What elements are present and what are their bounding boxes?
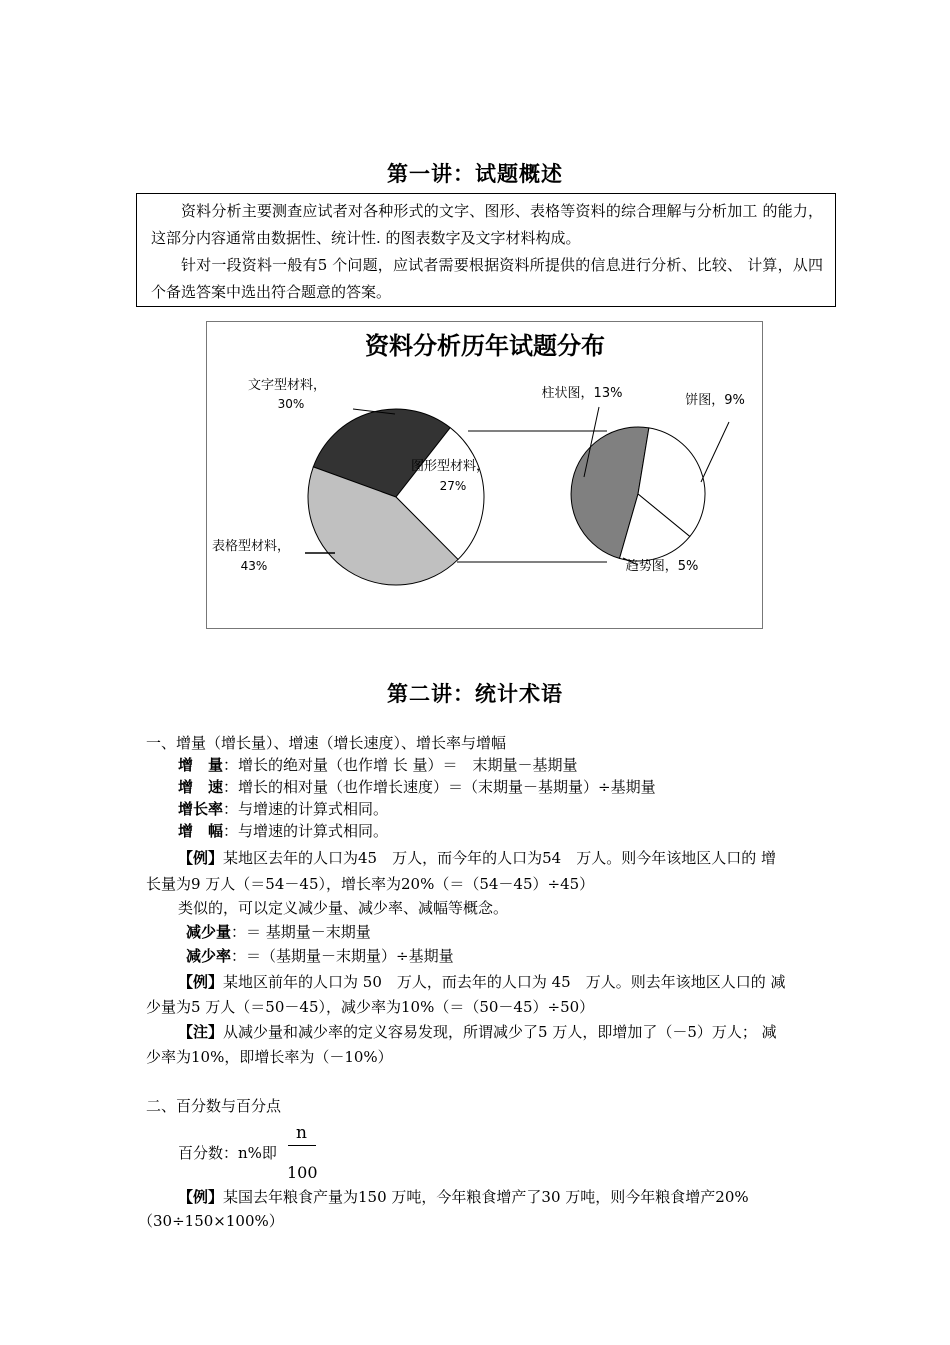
example2-text1: 某地区前年的人口为 50 万人，而去年的人口为 45 万人。则去年该地区人口的 减 [223,973,786,991]
def-decrease-text: ：＝ 基期量－末期量 [231,923,371,941]
term-growth-range: 增 幅 [178,822,224,840]
example3-line1 [178,1187,749,1207]
term-growth-rate: 增长率 [178,800,224,818]
chart-title: 资料分析历年试题分布 [365,332,605,360]
example2-line2: 少量为5 万人（＝50－45），减少率为10%（＝（50－45）÷50） [146,998,595,1016]
label-text-material-pct: 30% [277,397,305,411]
intro-paragraph-1: 资料分析主要测查应试者对各种形式的文字、图形、表格等资料的综合理解与分析加工 的能力，这部分内容通常由数据性、统计性. 的图表数字及文字材料构成。 [151,202,823,247]
example1-tag: 【例】 [178,849,224,867]
label-graph-material-name: 图形型材料， [410,459,490,474]
main-pie [308,409,484,585]
example3-text1: 某国去年粮食产量为150 万吨，今年粮食增产了30 万吨，则今年粮食增产20% [223,1188,749,1206]
term-decrease-rate: 减少率 [186,947,232,965]
example2-line1 [178,972,786,992]
label-trend-chart: 趋势图，5% [625,559,699,574]
fraction-numerator: n [296,1123,307,1143]
label-bar-chart: 柱状图，13% [541,386,623,401]
pie-chart-svg [207,322,764,630]
leader-line-pie [701,422,729,482]
example3-line2: （30÷150×100%） [138,1212,284,1230]
label-table-material-pct: 43% [240,559,268,573]
def-increment-text: ：增长的绝对量（也作增 长 量）＝ 末期量－基期量 [223,756,578,774]
intro-paragraph-2: 针对一段资料一般有5 个问题，应试者需要根据资料所提供的信息进行分析、比较、 计算，从四个备选答案中选出符合题意的答案。 [151,256,823,301]
label-graph-material-pct: 27% [439,479,467,493]
label-table-material-name: 表格型材料， [211,539,291,554]
label-pie-chart: 饼图，9% [685,393,745,408]
def-growth-range-text: ：与增速的计算式相同。 [223,822,389,840]
note-line1 [178,1022,777,1042]
def-increment [178,755,578,775]
def-decrease-rate [186,946,454,966]
def-decrease-rate-text: ：＝（基期量－末期量）÷基期量 [231,947,454,965]
example3-tag: 【例】 [178,1188,224,1206]
lecture2-title: 第二讲：统计术语 [387,682,563,706]
percent-label: 百分数：n%即 [178,1144,277,1162]
note-line2: 少率为10%，即增长率为（－10%） [146,1048,393,1066]
term-decrease: 减少量 [186,923,232,941]
example2-tag: 【例】 [178,973,224,991]
intro-box [136,193,836,307]
fraction-denominator: 100 [287,1163,318,1182]
term-growth-speed: 增 速 [178,778,224,796]
term-increment: 增 量 [178,756,224,774]
note-text1: 从减少量和减少率的定义容易发现，所谓减少了5 万人，即增加了（－5）万人； 减 [223,1023,777,1041]
lecture1-title: 第一讲：试题概述 [387,162,563,186]
def-decrease [186,922,371,942]
label-text-material-name: 文字型材料， [247,378,327,393]
example1-text1: 某地区去年的人口为45 万人，而今年的人口为54 万人。则今年该地区人口的 增 [223,849,776,867]
def-growth-rate-text: ：与增速的计算式相同。 [223,800,389,818]
def-growth-range [178,821,388,841]
example1-line1 [178,848,776,868]
example1-line2: 长量为9 万人（＝54－45），增长率为20%（＝（54－45）÷45） [146,875,595,893]
sub-pie [571,427,705,561]
def-growth-speed [178,777,656,797]
note-tag: 【注】 [178,1023,224,1041]
def-growth-speed-text: ：增长的相对量（也作增长速度）＝（末期量－基期量）÷基期量 [223,778,656,796]
similar-note: 类似的，可以定义减少量、减少率、减幅等概念。 [178,899,509,917]
section2-heading: 二、百分数与百分点 [146,1097,282,1115]
fraction-bar [288,1145,316,1146]
def-growth-rate [178,799,388,819]
section1-heading: 一、增量（增长量）、增速（增长速度）、增长率与增幅 [146,734,507,752]
pie-chart [206,321,763,629]
